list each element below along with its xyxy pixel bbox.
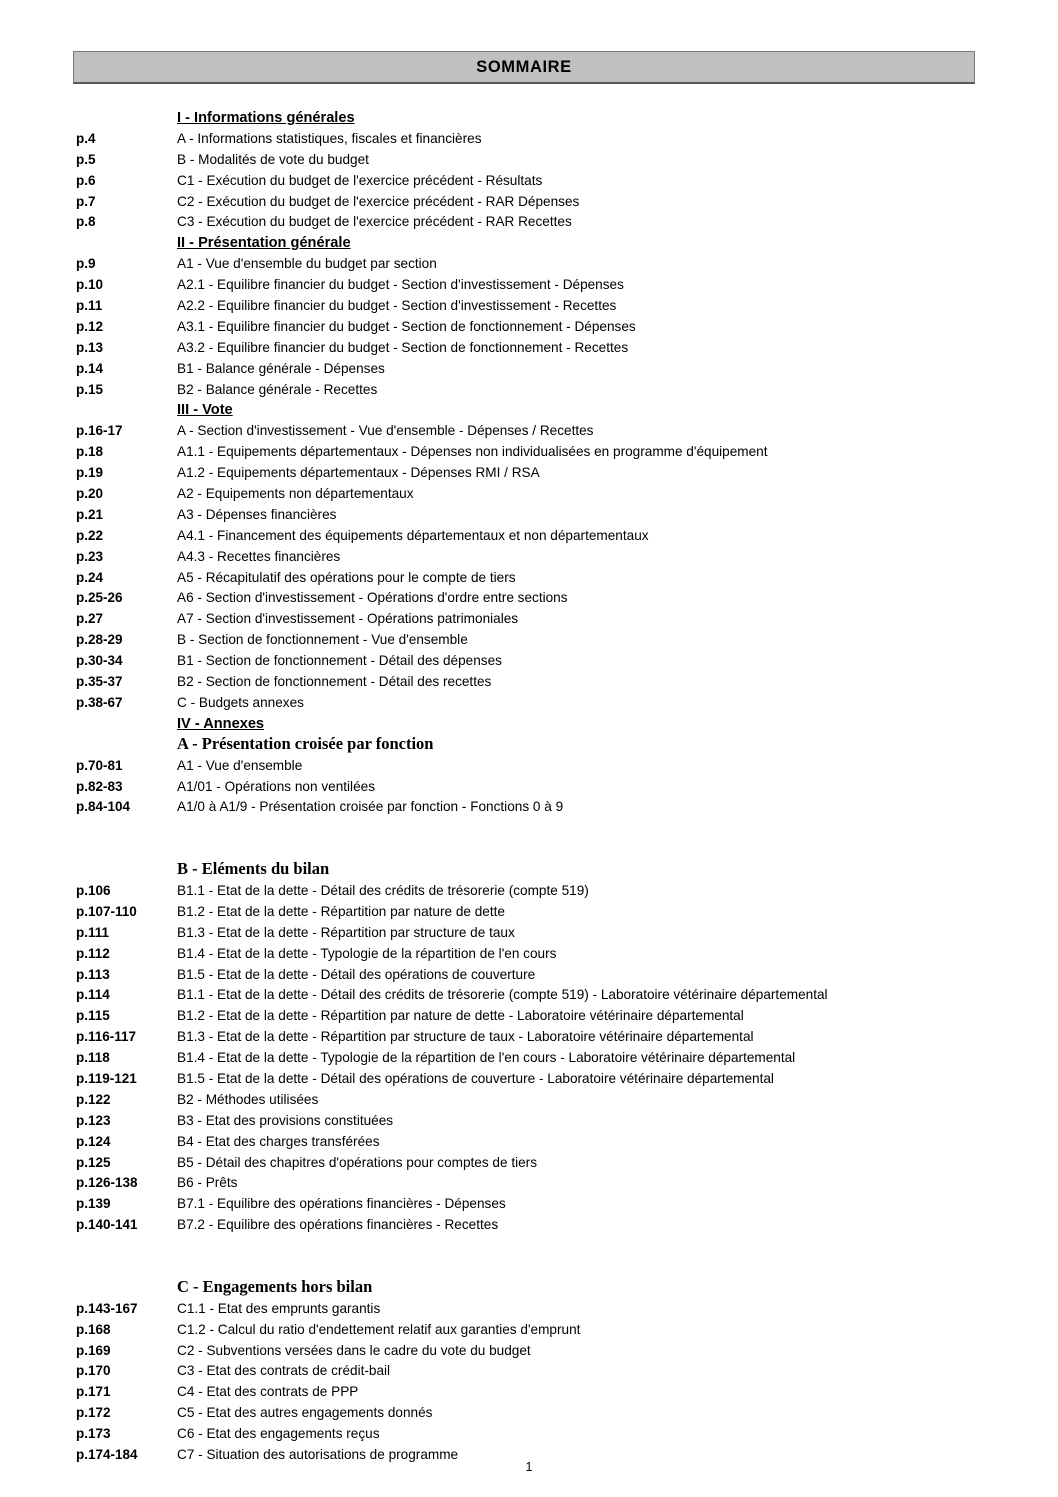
toc-entry-page-number: p.171 — [76, 1384, 111, 1400]
toc-entry-label: A1.1 - Equipements départementaux - Dépenses non individualisées en programme d'équipement — [177, 444, 768, 460]
toc-entry-page-number: p.84-104 — [76, 799, 131, 815]
toc-entry — [0, 275, 1058, 296]
toc-entry-page-number: p.169 — [76, 1342, 111, 1358]
toc-entry — [0, 797, 1058, 818]
toc-entry-page-number: p.118 — [76, 1050, 110, 1066]
toc-entry-label: A2.1 - Equilibre financier du budget - Section d'investissement - Dépenses — [177, 277, 624, 293]
toc-entry — [0, 965, 1058, 986]
toc-entry — [0, 421, 1058, 442]
toc-entry — [0, 777, 1058, 798]
toc-entry-label: C1.2 - Calcul du ratio d'endettement relatif aux garanties d'emprunt — [177, 1321, 581, 1337]
toc-entry-page-number: p.139 — [76, 1196, 111, 1212]
toc-entry-page-number: p.20 — [76, 486, 104, 502]
toc-entry — [0, 693, 1058, 714]
toc-entry — [0, 651, 1058, 672]
toc-entry-label: A1 - Vue d'ensemble — [177, 757, 303, 773]
toc-entry-page-number: p.111 — [76, 924, 110, 940]
toc-entry-page-number: p.107-110 — [76, 903, 137, 919]
toc-entry-page-number: p.119-121 — [76, 1070, 137, 1086]
toc-entry-label: A4.3 - Recettes financières — [177, 548, 341, 564]
toc-entry-page-number: p.18 — [76, 444, 104, 460]
toc-section-heading — [0, 860, 1058, 881]
toc-entry — [0, 380, 1058, 401]
toc-entry-label: C1.1 - Etat des emprunts garantis — [177, 1300, 381, 1316]
toc-section-heading — [0, 714, 1058, 735]
toc-entry — [0, 463, 1058, 484]
toc-entry-page-number: p.113 — [76, 966, 110, 982]
toc-entry-label: B1.3 - Etat de la dette - Répartition par structure de taux — [177, 924, 515, 940]
toc-entry — [0, 588, 1058, 609]
toc-spacer — [0, 1236, 1058, 1257]
toc-spacer — [0, 839, 1058, 860]
toc-entry — [0, 881, 1058, 902]
toc-entry-label: A1/01 - Opérations non ventilées — [177, 778, 375, 794]
toc-entry-label: C2 - Subventions versées dans le cadre du vote du budget — [177, 1342, 531, 1358]
toc-entry — [0, 1382, 1058, 1403]
toc-entry-page-number: p.23 — [76, 548, 104, 564]
toc-entry — [0, 296, 1058, 317]
toc-entry-page-number: p.172 — [76, 1405, 111, 1421]
toc-entry-label: C1 - Exécution du budget de l'exercice précédent - Résultats — [177, 172, 543, 188]
toc-entry — [0, 1006, 1058, 1027]
toc-entry-label: B1 - Section de fonctionnement - Détail des dépenses — [177, 653, 502, 669]
toc-entry-page-number: p.11 — [76, 298, 103, 314]
toc-section-heading-label: C - Engagements hors bilan — [177, 1276, 373, 1296]
toc-entry-page-number: p.9 — [76, 256, 96, 272]
toc-entry-label: A6 - Section d'investissement - Opérations d'ordre entre sections — [177, 590, 568, 606]
toc-spacer — [0, 818, 1058, 839]
toc-entry-page-number: p.174-184 — [76, 1447, 138, 1462]
toc-entry-label: A4.1 - Financement des équipements départementaux et non départementaux — [177, 527, 649, 543]
toc-entry-label: A1 - Vue d'ensemble du budget par section — [177, 256, 437, 272]
toc-entry-page-number: p.28-29 — [76, 632, 123, 648]
toc-entry-label: B5 - Détail des chapitres d'opérations pour comptes de tiers — [177, 1154, 537, 1170]
toc-entry-label: C3 - Exécution du budget de l'exercice précédent - RAR Recettes — [177, 214, 572, 230]
toc-entry-page-number: p.112 — [76, 945, 110, 961]
toc-entry — [0, 902, 1058, 923]
toc-entry-label: A1.2 - Equipements départementaux - Dépenses RMI / RSA — [177, 465, 540, 481]
toc-entry — [0, 1111, 1058, 1132]
toc-entry — [0, 1194, 1058, 1215]
toc-entry — [0, 484, 1058, 505]
toc-entry-label: C5 - Etat des autres engagements donnés — [177, 1405, 433, 1421]
toc-entry-page-number: p.22 — [76, 527, 104, 543]
toc-section-heading — [0, 233, 1058, 254]
toc-entry-label: A3 - Dépenses financières — [177, 506, 337, 522]
toc-entry — [0, 526, 1058, 547]
toc-entry-label: A5 - Récapitulatif des opérations pour le compte de tiers — [177, 569, 516, 585]
toc-entry-page-number: p.143-167 — [76, 1300, 138, 1316]
toc-entry — [0, 1090, 1058, 1111]
toc-entry-page-number: p.82-83 — [76, 778, 123, 794]
toc-entry-label: B1.4 - Etat de la dette - Typologie de la répartition de l'en cours — [177, 945, 557, 961]
toc-entry-page-number: p.24 — [76, 569, 104, 585]
toc-entry-label: A - Informations statistiques, fiscales et financières — [177, 130, 482, 146]
toc-entry-page-number: p.10 — [76, 277, 104, 293]
toc-entry-page-number: p.7 — [76, 193, 96, 209]
toc-entry-page-number: p.70-81 — [76, 757, 123, 773]
toc-entry-page-number: p.173 — [76, 1426, 111, 1442]
toc-entry-label: B2 - Balance générale - Recettes — [177, 381, 378, 397]
toc-entry-label: B1.2 - Etat de la dette - Répartition par nature de dette - Laboratoire vétérinaire départemental — [177, 1008, 744, 1024]
toc-section-heading — [0, 1278, 1058, 1299]
toc-entry — [0, 547, 1058, 568]
toc-entry-page-number: p.30-34 — [76, 653, 123, 669]
toc-entry-label: B1.5 - Etat de la dette - Détail des opérations de couverture — [177, 966, 536, 982]
toc-entry-page-number: p.6 — [76, 172, 96, 188]
toc-entry-page-number: p.35-37 — [76, 674, 123, 690]
toc-entry — [0, 317, 1058, 338]
toc-entry — [0, 944, 1058, 965]
toc-entry — [0, 1341, 1058, 1362]
toc-entry — [0, 171, 1058, 192]
toc-entry-label: B4 - Etat des charges transférées — [177, 1133, 380, 1149]
toc-entry-page-number: p.15 — [76, 381, 104, 397]
toc-entry — [0, 1173, 1058, 1194]
toc-entry-page-number: p.16-17 — [76, 423, 123, 439]
toc-entry-page-number: p.168 — [76, 1321, 111, 1337]
document-title-bar — [73, 51, 975, 84]
toc-entry-label: B1.5 - Etat de la dette - Détail des opérations de couverture - Laboratoire vétérinaire départemental — [177, 1070, 774, 1086]
footer-page-number: 1 — [525, 1460, 533, 1474]
table-of-contents — [0, 108, 1058, 1466]
toc-entry-label: A - Section d'investissement - Vue d'ensemble - Dépenses / Recettes — [177, 423, 594, 439]
toc-section-heading-label: III - Vote — [177, 402, 233, 419]
toc-entry-label: A1/0 à A1/9 - Présentation croisée par fonction - Fonctions 0 à 9 — [177, 799, 564, 815]
toc-entry-page-number: p.12 — [76, 318, 104, 334]
toc-entry — [0, 1403, 1058, 1424]
toc-entry-page-number: p.115 — [76, 1008, 110, 1024]
toc-entry-page-number: p.25-26 — [76, 590, 123, 606]
toc-entry-label: B1.3 - Etat de la dette - Répartition par structure de taux - Laboratoire vétérinaire départemental — [177, 1029, 754, 1045]
toc-entry — [0, 1069, 1058, 1090]
toc-section-heading-label: I - Informations générales — [177, 110, 355, 126]
toc-entry — [0, 1424, 1058, 1445]
toc-entry-label: B - Section de fonctionnement - Vue d'ensemble — [177, 632, 468, 648]
toc-entry-page-number: p.13 — [76, 339, 104, 355]
toc-entry — [0, 1132, 1058, 1153]
toc-entry-label: B1.1 - Etat de la dette - Détail des crédits de trésorerie (compte 519) — [177, 882, 589, 898]
toc-entry-label: B3 - Etat des provisions constituées — [177, 1112, 394, 1128]
toc-entry — [0, 129, 1058, 150]
toc-entry-page-number: p.19 — [76, 465, 104, 481]
toc-entry — [0, 150, 1058, 171]
toc-section-heading-label: B - Eléments du bilan — [177, 859, 330, 879]
toc-entry — [0, 672, 1058, 693]
toc-entry-label: B7.1 - Equilibre des opérations financières - Dépenses — [177, 1196, 506, 1212]
toc-entry — [0, 630, 1058, 651]
toc-entry-page-number: p.170 — [76, 1363, 111, 1379]
toc-entry — [0, 609, 1058, 630]
toc-entry — [0, 338, 1058, 359]
toc-section-heading — [0, 108, 1058, 129]
toc-section-heading — [0, 735, 1058, 756]
toc-entry — [0, 756, 1058, 777]
toc-entry-page-number: p.8 — [76, 214, 96, 230]
toc-entry-page-number: p.5 — [76, 151, 96, 167]
toc-section-heading-label: IV - Annexes — [177, 715, 265, 732]
toc-entry-page-number: p.38-67 — [76, 694, 123, 710]
toc-entry-page-number: p.27 — [76, 611, 104, 627]
toc-entry-page-number: p.114 — [76, 987, 110, 1003]
toc-entry — [0, 192, 1058, 213]
toc-entry-page-number: p.125 — [76, 1154, 111, 1170]
toc-entry-label: B6 - Prêts — [177, 1175, 238, 1191]
toc-entry-label: C - Budgets annexes — [177, 694, 304, 710]
toc-section-heading-label: II - Présentation générale — [177, 235, 351, 252]
toc-entry-page-number: p.140-141 — [76, 1217, 138, 1233]
toc-entry-page-number: p.14 — [76, 360, 104, 376]
toc-spacer — [0, 1257, 1058, 1278]
toc-entry — [0, 1320, 1058, 1341]
toc-entry-label: B - Modalités de vote du budget — [177, 151, 369, 167]
toc-section-heading — [0, 400, 1058, 421]
toc-entry-label: B7.2 - Equilibre des opérations financières - Recettes — [177, 1217, 499, 1233]
toc-entry-page-number: p.126-138 — [76, 1175, 138, 1191]
toc-entry — [0, 505, 1058, 526]
toc-entry-label: A2 - Equipements non départementaux — [177, 486, 414, 502]
toc-entry — [0, 1153, 1058, 1174]
toc-entry-label: A2.2 - Equilibre financier du budget - Section d'investissement - Recettes — [177, 298, 617, 314]
toc-entry-label: B2 - Méthodes utilisées — [177, 1091, 319, 1107]
page-footer — [0, 1460, 1058, 1474]
toc-entry-page-number: p.122 — [76, 1091, 111, 1107]
toc-entry — [0, 985, 1058, 1006]
toc-entry — [0, 442, 1058, 463]
toc-entry — [0, 1361, 1058, 1382]
toc-entry — [0, 923, 1058, 944]
toc-entry-page-number: p.4 — [76, 130, 96, 146]
toc-entry-label: C3 - Etat des contrats de crédit-bail — [177, 1363, 391, 1379]
toc-entry — [0, 1027, 1058, 1048]
toc-entry-page-number: p.21 — [76, 506, 104, 522]
toc-entry-page-number: p.124 — [76, 1133, 111, 1149]
toc-section-heading-label: A - Présentation croisée par fonction — [177, 733, 434, 753]
toc-entry — [0, 1215, 1058, 1236]
toc-entry — [0, 1299, 1058, 1320]
toc-entry-label: B1 - Balance générale - Dépenses — [177, 360, 385, 376]
toc-entry-label: A3.2 - Equilibre financier du budget - Section de fonctionnement - Recettes — [177, 339, 629, 355]
toc-entry-label: C7 - Situation des autorisations de programme — [177, 1447, 459, 1462]
toc-entry — [0, 254, 1058, 275]
toc-entry-page-number: p.116-117 — [76, 1029, 137, 1045]
toc-entry-page-number: p.106 — [76, 882, 111, 898]
toc-entry-label: C2 - Exécution du budget de l'exercice précédent - RAR Dépenses — [177, 193, 580, 209]
toc-entry-page-number: p.123 — [76, 1112, 111, 1128]
toc-entry — [0, 1048, 1058, 1069]
toc-entry — [0, 359, 1058, 380]
toc-entry-label: B2 - Section de fonctionnement - Détail des recettes — [177, 674, 492, 690]
toc-entry — [0, 568, 1058, 589]
toc-entry-label: A3.1 - Equilibre financier du budget - Section de fonctionnement - Dépenses — [177, 318, 636, 334]
toc-entry-label: C6 - Etat des engagements reçus — [177, 1426, 380, 1442]
toc-entry-label: C4 - Etat des contrats de PPP — [177, 1384, 359, 1400]
toc-entry-label: B1.2 - Etat de la dette - Répartition par nature de dette — [177, 903, 505, 919]
toc-entry-label: A7 - Section d'investissement - Opérations patrimoniales — [177, 611, 519, 627]
toc-entry — [0, 212, 1058, 233]
page-title: SOMMAIRE — [476, 57, 572, 76]
toc-entry-label: B1.1 - Etat de la dette - Détail des crédits de trésorerie (compte 519) - Laboratoire vétérinaire départemental — [177, 987, 828, 1003]
toc-entry-label: B1.4 - Etat de la dette - Typologie de la répartition de l'en cours - Laboratoire vétérinaire départemental — [177, 1050, 796, 1066]
